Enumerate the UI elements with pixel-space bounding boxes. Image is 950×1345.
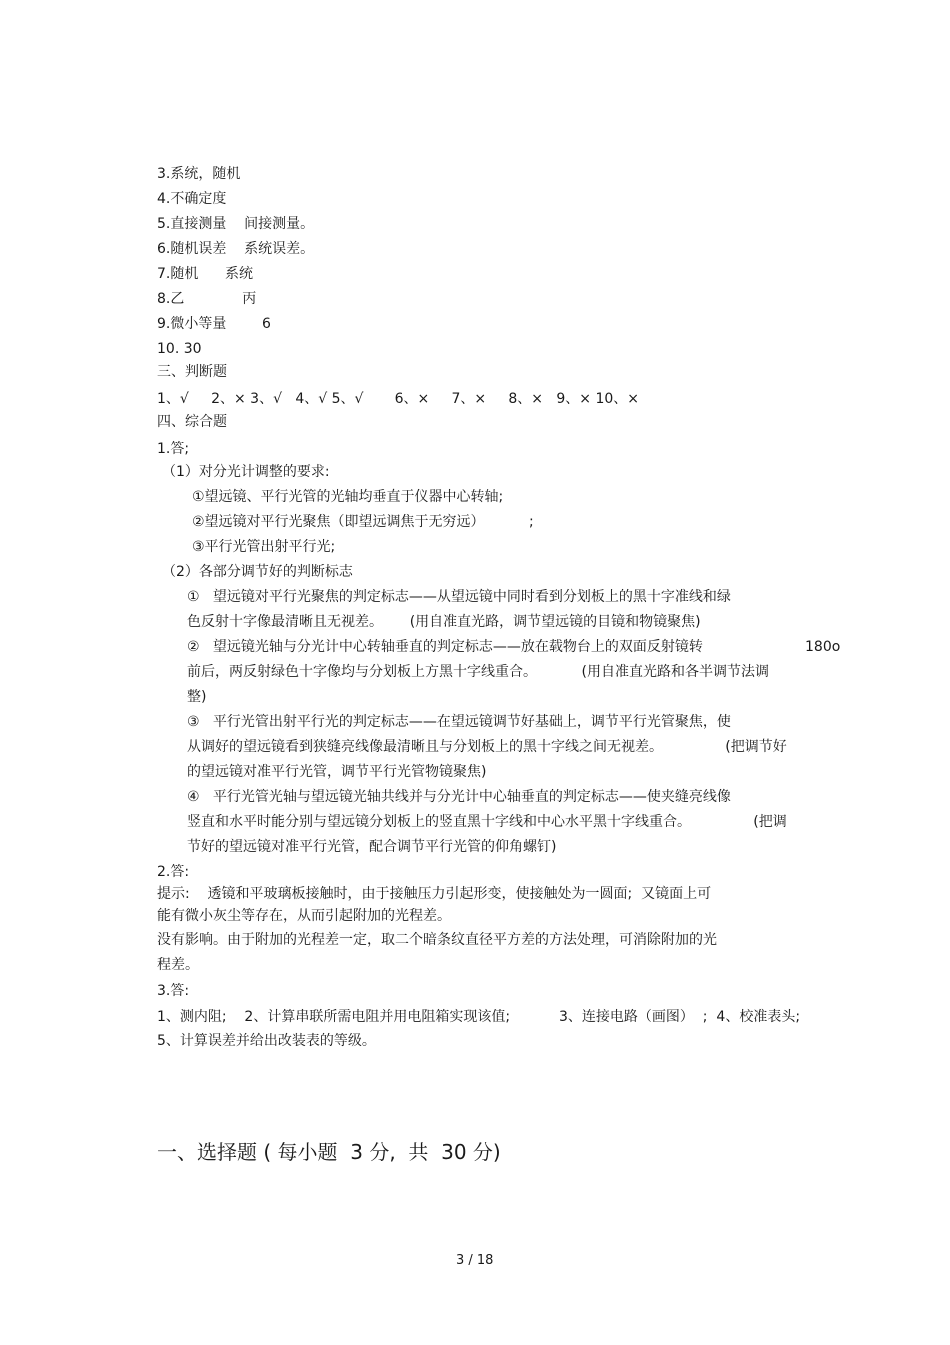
answer-line-7: 7.随机 系统 (157, 266, 254, 282)
q1-part2-line: 节好的望远镜对准平行光管，配合调节平行光管的仰角螺钉) (187, 839, 557, 855)
rotation-value: 180o (805, 639, 841, 655)
q2-line: 能有微小灰尘等存在，从而引起附加的光程差。 (157, 908, 451, 924)
q1-part2-line: 前后，两反射绿色十字像均与分划板上方黑十字线重合。 (用自准直光路和各半调节法调 (187, 664, 769, 680)
q1-label: 1.答; (157, 441, 190, 457)
q3-line: 5、计算误差并给出改装表的等级。 (157, 1033, 376, 1049)
section4-title: 四、综合题 (157, 414, 227, 430)
q1-part2-line: ② 望远镜光轴与分光计中心转轴垂直的判定标志——放在载物台上的双面反射镜转 (187, 639, 703, 655)
q1-part2-line: 从调好的望远镜看到狭缝亮线像最清晰且与分划板上的黑十字线之间无视差。 (把调节好 (187, 739, 787, 755)
page-number: 3 / 18 (456, 1253, 494, 1268)
answer-line-9: 9.微小等量 6 (157, 316, 271, 332)
q3-line: 1、测内阻; 2、计算串联所需电阻并用电阻箱实现该值; 3、连接电路（画图） ; 4、校准表头; (157, 1009, 801, 1025)
q1-part2-line: ③ 平行光管出射平行光的判定标志——在望远镜调节好基础上，调节平行光管聚焦，使 (187, 714, 731, 730)
answer-line-3: 3.系统，随机 (157, 166, 241, 182)
q2-line: 没有影响。由于附加的光程差一定，取二个暗条纹直径平方差的方法处理，可消除附加的光 (157, 932, 717, 948)
q1-part1-item-2: ②望远镜对平行光聚焦（即望远调焦于无穷远） ; (192, 514, 534, 530)
q1-part1-item-1: ①望远镜、平行光管的光轴均垂直于仪器中心转轴; (192, 489, 504, 505)
q1-part1-item-3: ③平行光管出射平行光; (192, 539, 336, 555)
next-section-title: 一、选择题 ( 每小题 3 分, 共 30 分) (157, 1140, 501, 1164)
q1-part2-title: （2）各部分调节好的判断标志 (162, 564, 353, 580)
q1-part2-line: 的望远镜对准平行光管，调节平行光管物镜聚焦) (187, 764, 487, 780)
q2-label: 2.答: (157, 864, 190, 880)
section3-title: 三、判断题 (157, 364, 227, 380)
q1-part2-line: ① 望远镜对平行光聚焦的判定标志——从望远镜中同时看到分划板上的黑十字准线和绿 (187, 589, 731, 605)
q1-part2-line: 整) (187, 689, 207, 705)
q1-part1-title: （1）对分光计调整的要求: (162, 464, 330, 480)
q2-line: 提示: 透镜和平玻璃板接触时，由于接触压力引起形变，使接触处为一圆面; 又镜面上可 (157, 886, 712, 902)
answer-line-10: 10. 30 (157, 341, 202, 357)
answer-line-8: 8.乙 丙 (157, 291, 257, 307)
answer-line-6: 6.随机误差 系统误差。 (157, 241, 315, 257)
q3-label: 3.答: (157, 983, 190, 999)
answer-line-4: 4.不确定度 (157, 191, 227, 207)
answer-line-5: 5.直接测量 间接测量。 (157, 216, 315, 232)
q1-part2-line: ④ 平行光管光轴与望远镜光轴共线并与分光计中心轴垂直的判定标志——使夹缝亮线像 (187, 789, 731, 805)
q2-line: 程差。 (157, 957, 199, 973)
q1-part2-line: 色反射十字像最清晰且无视差。 (用自准直光路，调节望远镜的目镜和物镜聚焦) (187, 614, 701, 630)
section3-answers: 1、√ 2、× 3、√ 4、√ 5、√ 6、× 7、× 8、× 9、× 10、× (157, 391, 640, 407)
q1-part2-line: 竖直和水平时能分别与望远镜分划板上的竖直黑十字线和中心水平黑十字线重合。 (把调 (187, 814, 787, 830)
